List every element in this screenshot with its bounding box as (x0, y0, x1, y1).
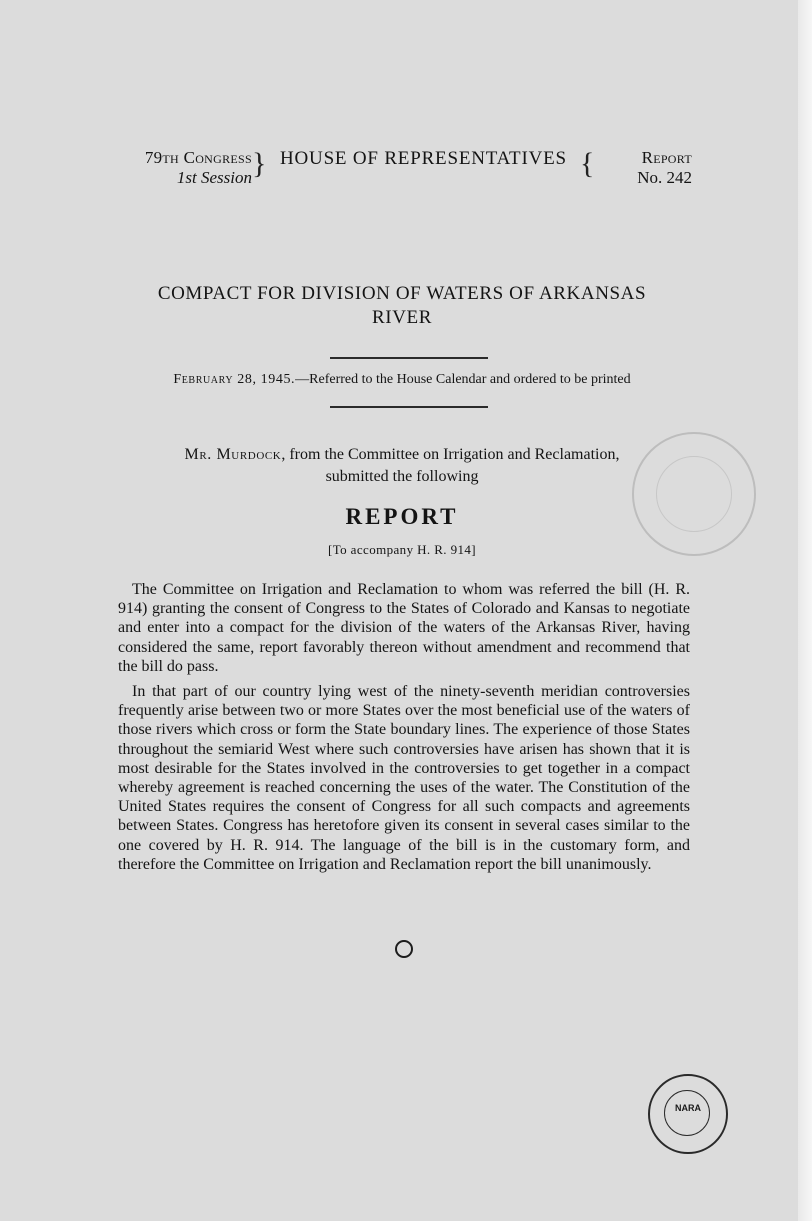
report-body (118, 580, 690, 880)
library-stamp-inner-ring (656, 456, 732, 532)
end-mark-circle-icon (395, 940, 413, 958)
page-edge (798, 0, 812, 1221)
congress-session-block (112, 148, 252, 188)
report-number-block (612, 148, 692, 188)
nara-seal-inner-ring (664, 1090, 710, 1136)
paragraph-2: In that part of our country lying west of the ninety-seventh meridian controversies frequently arise between two or more States over the most beneficial use of the waters of those rivers which cross or form the State boundary lines. The experience of those States throughout the semiarid West where such controversies have arisen has shown that it is most desirable for the States involved in the controversies to get together in a compact whereby agreement is reached concerning the uses of the water. The Constitution of the United States requires the consent of Congress for all such compacts and agreements between States. Congress has heretofore given its consent in several cases similar to the one covered by H. R. 914. The language of the bill is in the customary form, and therefore the Committee on Irrigation and Reclamation report the bill unanimously. (118, 683, 690, 873)
paragraph-1: The Committee on Irrigation and Reclamation to whom was referred the bill (H. R. 914) granting the consent of Congress to the States of Colorado and Kansas to negotiate and enter into a compact for the division of the waters of the Arkansas River, having considered the same, report favorably thereon without amendment and recommend that the bill do pass. (118, 581, 690, 675)
right-brace: { (580, 147, 595, 180)
title-line-1: COMPACT FOR DIVISION OF WATERS OF ARKANSAS (157, 283, 647, 304)
chamber-title: HOUSE OF REPRESENTATIVES (280, 148, 567, 169)
report-label: Report (641, 148, 692, 167)
report-header (112, 142, 692, 190)
library-stamp-icon (632, 432, 756, 556)
left-brace: } (252, 147, 267, 180)
submitted-line-1-rest: , from the Committee on Irrigation and Reclamation, (281, 446, 620, 463)
title-line-2: RIVER (372, 307, 432, 328)
submitter-name: Mr. Murdock (184, 446, 282, 463)
submitted-by (112, 444, 692, 488)
accompany-note: [To accompany H. R. 914] (327, 542, 477, 557)
report-number: No. 242 (637, 168, 692, 187)
report-heading: REPORT (345, 504, 459, 529)
date-rest: —Referred to the House Calendar and ordered to be printed (295, 372, 631, 387)
nara-seal-text: NARA (675, 1103, 701, 1113)
submitted-line-2: submitted the following (325, 468, 479, 485)
session-label: 1st Session (176, 168, 252, 187)
divider-rule-top (330, 357, 488, 359)
divider-rule-bottom (330, 406, 488, 408)
nara-seal-icon (648, 1074, 728, 1154)
date-label: February 28, 1945. (173, 372, 296, 387)
congress-label: 79th Congress (144, 148, 252, 167)
document-title (112, 282, 692, 330)
date-line (112, 372, 692, 388)
